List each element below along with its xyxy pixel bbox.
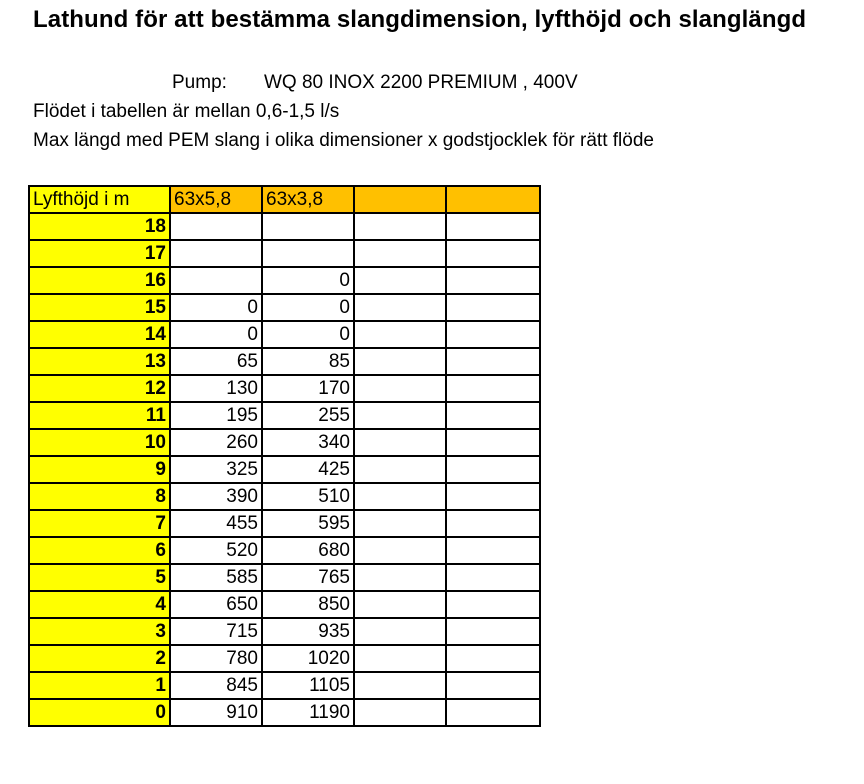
- empty-col-4-cell[interactable]: [354, 483, 446, 510]
- empty-col-4-cell[interactable]: [354, 348, 446, 375]
- table-row: [29, 591, 540, 618]
- empty-col-4-cell[interactable]: [354, 672, 446, 699]
- hose-63x3-8-cell[interactable]: 850: [262, 591, 354, 618]
- lift-height-cell[interactable]: 1: [29, 672, 170, 699]
- empty-col-5-cell[interactable]: [446, 348, 540, 375]
- empty-col-5-cell[interactable]: [446, 213, 540, 240]
- table-row: [29, 618, 540, 645]
- empty-col-5-cell[interactable]: [446, 510, 540, 537]
- hose-63x5-8-cell[interactable]: [170, 267, 262, 294]
- hose-63x3-8-cell[interactable]: 510: [262, 483, 354, 510]
- table-row: [29, 645, 540, 672]
- hose-63x3-8-cell[interactable]: 170: [262, 375, 354, 402]
- hose-63x5-8-cell[interactable]: 780: [170, 645, 262, 672]
- table-row: [29, 699, 540, 726]
- pump-model: WQ 80 INOX 2200 PREMIUM , 400V: [264, 72, 578, 93]
- empty-col-5-cell[interactable]: [446, 564, 540, 591]
- hose-63x5-8-cell[interactable]: [170, 240, 262, 267]
- table-row: [29, 348, 540, 375]
- max-length-info: Max längd med PEM slang i olika dimensioner x godstjocklek för rätt flöde: [33, 130, 654, 151]
- hose-63x5-8-cell[interactable]: 0: [170, 321, 262, 348]
- hose-63x3-8-cell[interactable]: 1020: [262, 645, 354, 672]
- empty-col-4-cell[interactable]: [354, 375, 446, 402]
- empty-col-5-cell[interactable]: [446, 645, 540, 672]
- header-empty-col-4[interactable]: [354, 186, 446, 213]
- hose-63x5-8-cell[interactable]: 195: [170, 402, 262, 429]
- empty-col-4-cell[interactable]: [354, 402, 446, 429]
- table-row: [29, 456, 540, 483]
- empty-col-4-cell[interactable]: [354, 537, 446, 564]
- hose-63x5-8-cell[interactable]: 455: [170, 510, 262, 537]
- hose-63x5-8-cell[interactable]: 520: [170, 537, 262, 564]
- hose-63x5-8-cell[interactable]: [170, 213, 262, 240]
- empty-col-5-cell[interactable]: [446, 402, 540, 429]
- hose-63x3-8-cell[interactable]: 1190: [262, 699, 354, 726]
- lift-height-cell[interactable]: 3: [29, 618, 170, 645]
- hose-63x3-8-cell[interactable]: 0: [262, 294, 354, 321]
- table-row: [29, 564, 540, 591]
- page-title: Lathund för att bestämma slangdimension, lyfthöjd och slanglängd: [33, 6, 807, 33]
- hose-63x5-8-cell[interactable]: 260: [170, 429, 262, 456]
- empty-col-4-cell[interactable]: [354, 267, 446, 294]
- empty-col-5-cell[interactable]: [446, 699, 540, 726]
- hose-63x3-8-cell[interactable]: 255: [262, 402, 354, 429]
- empty-col-4-cell[interactable]: [354, 240, 446, 267]
- table-row: [29, 402, 540, 429]
- hose-63x5-8-cell[interactable]: 130: [170, 375, 262, 402]
- hose-63x3-8-cell[interactable]: 85: [262, 348, 354, 375]
- empty-col-4-cell[interactable]: [354, 699, 446, 726]
- hose-63x5-8-cell[interactable]: 715: [170, 618, 262, 645]
- lift-height-cell[interactable]: 14: [29, 321, 170, 348]
- header-hose-63x3-8[interactable]: 63x3,8: [262, 186, 354, 213]
- lift-height-cell[interactable]: 9: [29, 456, 170, 483]
- lift-height-cell[interactable]: 2: [29, 645, 170, 672]
- empty-col-5-cell[interactable]: [446, 456, 540, 483]
- hose-63x3-8-cell[interactable]: 1105: [262, 672, 354, 699]
- empty-col-4-cell[interactable]: [354, 429, 446, 456]
- empty-col-4-cell[interactable]: [354, 618, 446, 645]
- table-header-row: [29, 186, 540, 213]
- hose-63x3-8-cell[interactable]: [262, 213, 354, 240]
- lift-height-cell[interactable]: 7: [29, 510, 170, 537]
- table-body: [29, 186, 540, 726]
- lift-height-cell[interactable]: 10: [29, 429, 170, 456]
- lift-height-cell[interactable]: 8: [29, 483, 170, 510]
- hose-length-table: [28, 185, 541, 727]
- header-hose-63x5-8[interactable]: 63x5,8: [170, 186, 262, 213]
- table-row: [29, 240, 540, 267]
- lift-height-cell[interactable]: 18: [29, 213, 170, 240]
- hose-63x3-8-cell[interactable]: [262, 240, 354, 267]
- empty-col-4-cell[interactable]: [354, 294, 446, 321]
- hose-63x3-8-cell[interactable]: 935: [262, 618, 354, 645]
- table-row: [29, 510, 540, 537]
- hose-63x3-8-cell[interactable]: 680: [262, 537, 354, 564]
- empty-col-5-cell[interactable]: [446, 672, 540, 699]
- hose-63x5-8-cell[interactable]: 325: [170, 456, 262, 483]
- empty-col-4-cell[interactable]: [354, 510, 446, 537]
- hose-63x5-8-cell[interactable]: 845: [170, 672, 262, 699]
- empty-col-4-cell[interactable]: [354, 213, 446, 240]
- header-lift-height[interactable]: Lyfthöjd i m: [29, 186, 170, 213]
- lift-height-cell[interactable]: 12: [29, 375, 170, 402]
- pump-label: Pump:: [172, 72, 227, 93]
- lift-height-cell[interactable]: 13: [29, 348, 170, 375]
- empty-col-5-cell[interactable]: [446, 240, 540, 267]
- empty-col-4-cell[interactable]: [354, 456, 446, 483]
- hose-63x3-8-cell[interactable]: 425: [262, 456, 354, 483]
- hose-63x5-8-cell[interactable]: 585: [170, 564, 262, 591]
- lift-height-cell[interactable]: 16: [29, 267, 170, 294]
- hose-63x5-8-cell[interactable]: 0: [170, 294, 262, 321]
- lift-height-cell[interactable]: 4: [29, 591, 170, 618]
- empty-col-5-cell[interactable]: [446, 267, 540, 294]
- hose-63x5-8-cell[interactable]: 390: [170, 483, 262, 510]
- table-row: [29, 429, 540, 456]
- table-row: [29, 537, 540, 564]
- hose-63x3-8-cell[interactable]: 595: [262, 510, 354, 537]
- header-empty-col-5[interactable]: [446, 186, 540, 213]
- table-row: [29, 672, 540, 699]
- table-row: [29, 321, 540, 348]
- empty-col-5-cell[interactable]: [446, 537, 540, 564]
- empty-col-4-cell[interactable]: [354, 321, 446, 348]
- hose-63x5-8-cell[interactable]: 910: [170, 699, 262, 726]
- hose-63x3-8-cell[interactable]: 0: [262, 321, 354, 348]
- empty-col-4-cell[interactable]: [354, 645, 446, 672]
- empty-col-5-cell[interactable]: [446, 429, 540, 456]
- lift-height-cell[interactable]: 11: [29, 402, 170, 429]
- hose-63x3-8-cell[interactable]: 340: [262, 429, 354, 456]
- lift-height-cell[interactable]: 0: [29, 699, 170, 726]
- hose-63x3-8-cell[interactable]: 0: [262, 267, 354, 294]
- empty-col-5-cell[interactable]: [446, 483, 540, 510]
- table-row: [29, 294, 540, 321]
- empty-col-4-cell[interactable]: [354, 564, 446, 591]
- empty-col-5-cell[interactable]: [446, 375, 540, 402]
- empty-col-5-cell[interactable]: [446, 321, 540, 348]
- table-row: [29, 483, 540, 510]
- table-row: [29, 213, 540, 240]
- empty-col-5-cell[interactable]: [446, 618, 540, 645]
- empty-col-4-cell[interactable]: [354, 591, 446, 618]
- hose-63x3-8-cell[interactable]: 765: [262, 564, 354, 591]
- empty-col-5-cell[interactable]: [446, 591, 540, 618]
- hose-63x5-8-cell[interactable]: 650: [170, 591, 262, 618]
- table-row: [29, 267, 540, 294]
- lift-height-cell[interactable]: 5: [29, 564, 170, 591]
- empty-col-5-cell[interactable]: [446, 294, 540, 321]
- lift-height-cell[interactable]: 15: [29, 294, 170, 321]
- lift-height-cell[interactable]: 6: [29, 537, 170, 564]
- flow-info: Flödet i tabellen är mellan 0,6-1,5 l/s: [33, 101, 340, 122]
- table-row: [29, 375, 540, 402]
- lift-height-cell[interactable]: 17: [29, 240, 170, 267]
- hose-63x5-8-cell[interactable]: 65: [170, 348, 262, 375]
